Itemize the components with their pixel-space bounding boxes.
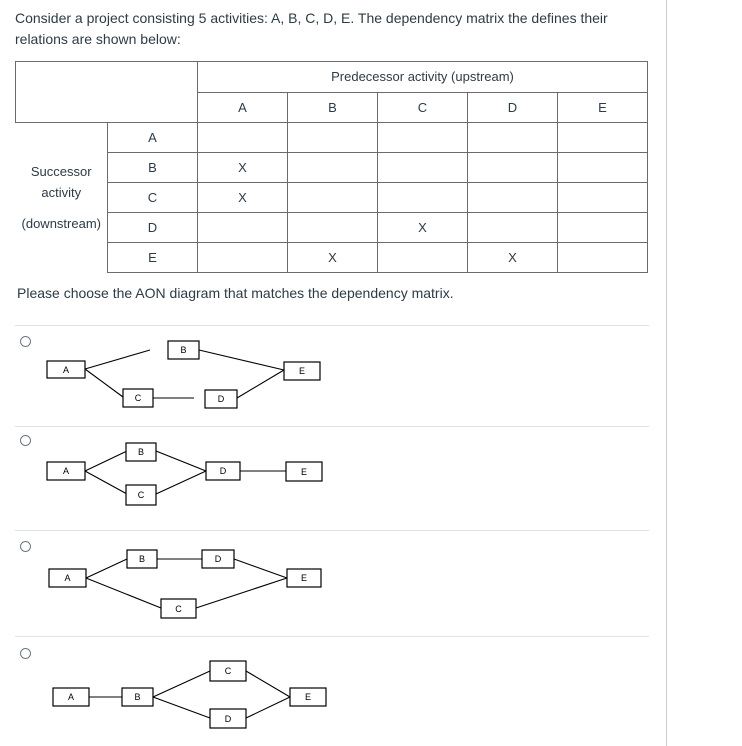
- cell: [288, 123, 378, 153]
- cell: [378, 153, 468, 183]
- option-4-radio[interactable]: [20, 648, 31, 659]
- node-d-label: D: [214, 554, 222, 564]
- cell: [288, 213, 378, 243]
- cell: [558, 123, 648, 153]
- cell: [378, 123, 468, 153]
- cell: X: [378, 213, 468, 243]
- cell: [198, 123, 288, 153]
- question-prompt: Please choose the AON diagram that matches the dependency matrix.: [17, 285, 454, 301]
- option-3-aon-diagram: [40, 546, 340, 624]
- col-header-e: E: [558, 92, 648, 123]
- right-border: [666, 0, 667, 746]
- predecessor-header: Predecessor activity (upstream): [198, 62, 648, 93]
- arrow-a-b: [86, 559, 127, 578]
- row-header-b: B: [108, 153, 198, 183]
- arrow-a-c: [85, 369, 123, 397]
- col-header-a: A: [198, 92, 288, 123]
- arrow-d-e: [234, 559, 287, 578]
- successor-label-line2: activity: [41, 185, 82, 201]
- node-e-label: E: [300, 467, 308, 477]
- cell: [378, 183, 468, 213]
- node-a-label: A: [62, 466, 70, 476]
- row-header-d: D: [108, 213, 198, 243]
- node-b-label: B: [134, 692, 141, 702]
- row-header-e: E: [108, 243, 198, 273]
- answer-divider: [15, 426, 649, 427]
- node-e-label: E: [298, 366, 306, 376]
- matrix-corner: [16, 62, 198, 123]
- arrow-d-e: [237, 370, 284, 398]
- arrow-b-c: [153, 671, 210, 697]
- arrow-a-c: [86, 578, 161, 608]
- node-d-label: D: [224, 714, 232, 724]
- cell: [558, 243, 648, 273]
- arrow-b-d: [153, 697, 210, 718]
- cell: [198, 243, 288, 273]
- cell: [558, 213, 648, 243]
- answer-divider: [15, 325, 649, 326]
- col-header-c: C: [378, 92, 468, 123]
- arrow-c-e: [246, 671, 290, 697]
- successor-label: [16, 123, 108, 273]
- col-header-b: B: [288, 92, 378, 123]
- node-c-label: C: [137, 490, 145, 500]
- node-a-label: A: [64, 573, 71, 583]
- cell: X: [288, 243, 378, 273]
- cell: [558, 183, 648, 213]
- arrow-a-b: [85, 350, 150, 369]
- node-c-label: C: [224, 666, 232, 676]
- cell: [468, 213, 558, 243]
- arrow-a-c: [85, 471, 127, 494]
- answer-divider: [15, 530, 649, 531]
- successor-label-line3: (downstream): [21, 216, 101, 232]
- answer-divider: [15, 636, 649, 637]
- row-header-a: A: [108, 123, 198, 153]
- cell: [468, 183, 558, 213]
- cell: X: [198, 183, 288, 213]
- dependency-matrix: [15, 61, 648, 273]
- arrow-c-e: [196, 578, 287, 608]
- node-e-label: E: [304, 692, 312, 702]
- arrow-c-d: [156, 471, 206, 494]
- cell: [288, 183, 378, 213]
- option-4-aon-diagram: [40, 656, 340, 736]
- node-e-label: E: [300, 573, 308, 583]
- node-a-label: A: [67, 692, 75, 702]
- successor-label-line1: Successor: [30, 164, 92, 180]
- option-1-radio[interactable]: [20, 336, 31, 347]
- node-c-label: C: [134, 393, 142, 403]
- cell: [378, 243, 468, 273]
- cell: X: [468, 243, 558, 273]
- cell: X: [198, 153, 288, 183]
- col-header-d: D: [468, 92, 558, 123]
- cell: [468, 153, 558, 183]
- arrow-a-b: [85, 451, 127, 471]
- cell: [558, 153, 648, 183]
- option-2-radio[interactable]: [20, 435, 31, 446]
- arrow-d-e: [246, 697, 290, 718]
- arrow-b-e: [199, 350, 284, 370]
- cell: [288, 153, 378, 183]
- option-3-radio[interactable]: [20, 541, 31, 552]
- node-c-label: C: [175, 604, 182, 614]
- node-b-label: B: [137, 447, 145, 457]
- cell: [468, 123, 558, 153]
- option-1-aon-diagram: [40, 338, 340, 414]
- option-2-aon-diagram: [40, 440, 340, 510]
- node-b-label: B: [138, 554, 146, 564]
- node-d-label: D: [217, 394, 225, 404]
- node-a-label: A: [62, 365, 70, 375]
- question-intro: Consider a project consisting 5 activities: A, B, C, D, E. The dependency matrix the defines their relations are shown below:: [15, 10, 608, 47]
- node-b-label: B: [180, 345, 187, 355]
- arrow-b-d: [156, 451, 206, 471]
- cell: [198, 213, 288, 243]
- node-d-label: D: [219, 466, 227, 476]
- row-header-c: C: [108, 183, 198, 213]
